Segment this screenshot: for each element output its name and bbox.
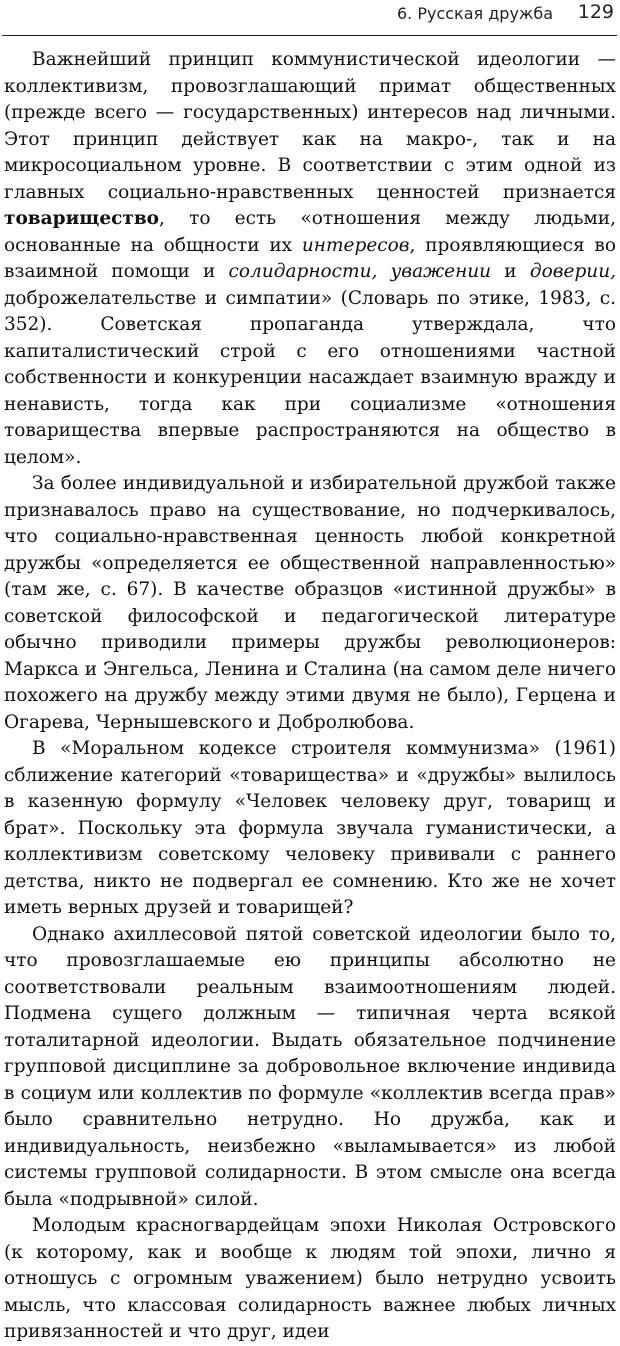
term-interests: интересов: [301, 234, 410, 256]
paragraph-1-text: Важнейший принцип коммунистической идеологии — коллективизм, провозглашающий примат общественных (прежде всего — государственных) интересов над личными. Этот принцип действует как на макро-, так и на микросоциальном уровне. В соответствии с этим одной из главных социально-нравственных ценностей признается: [4, 49, 616, 203]
body-text: [4, 47, 616, 1346]
paragraph-1-text: , проявляющиеся во взаимной помощи и: [4, 234, 616, 282]
page-header: [0, 0, 620, 38]
paragraph-3: В «Моральном кодексе строителя коммунизма» (1961) сближение категорий «товарищества» и «дружбы» вылилось в казенную формулу «Человек человеку друг, товарищ и брат». Поскольку эта формула звучала гуманистически, а коллективизм советскому человеку прививали с раннего детства, никто не подвергал ее сомнению. Кто же не хочет иметь верных друзей и товарищей?: [4, 738, 616, 918]
header-rule: [2, 35, 617, 36]
term-trust: доверии,: [529, 261, 616, 282]
page-number: 129: [577, 1, 614, 23]
paragraph-1-text: и: [491, 261, 530, 282]
paragraph-1: [4, 47, 616, 471]
running-title: 6. Русская дружба: [396, 4, 553, 23]
paragraph-2: За более индивидуальной и избирательной дружбой также признавалось право на существование, но подчеркивалось, что социально-нравственная ценность любой конкретной дружбы «определяется ее общественной направленностью» (там же, с. 67). В качестве образцов «истинной дружбы» в советской философской и педагогической литературе обычно приводили примеры дружбы революционеров: Маркса и Энгельса, Ленина и Сталина (на самом деле ничего похожего на дружбу между этими двумя не было), Герцена и Огарева, Чернышевского и Добролюбова.: [4, 473, 616, 733]
term-solidarity-respect: солидарности, уважении: [228, 261, 492, 282]
paragraph-4: Однако ахиллесовой пятой советской идеологии было то, что провозглашаемые ею принципы абсолютно не соответствовали реальным взаимоотношениям людей. Подмена сущего должным — типичная черта всякой тоталитарной идеологии. Выдать обязательное подчинение групповой дисциплине за добровольное включение индивида в социум или коллектив по формуле «коллектив всегда прав» было сравнительно нетрудно. Но дружба, как и индивидуальность, неизбежно «выламывается» из любой системы групповой солидарности. В этом смысле она всегда была «подрывной» силой.: [4, 923, 616, 1210]
paragraph-1-text: , то есть «отношения между людьми, основанные на общности их: [4, 208, 616, 256]
paragraph-5: Молодым красногвардейцам эпохи Николая Островского (к которому, как и вообще к людям той эпохи, лично я отношусь с огромным уважением) было нетрудно усвоить мысль, что классовая солидарность важнее любых личных привязанностей и что друг, идеи: [4, 1215, 616, 1342]
term-tovarishchestvo: товарищество: [4, 208, 160, 229]
paragraph-1-text: доброжелательстве и симпатии» (Словарь по этике, 1983, с. 352). Советская пропаганда утверждала, что капиталистический строй с его отношениями частной собственности и конкуренции насаждает взаимную вражду и ненависть, тогда как при социализме «отношения товарищества впервые распространяются на общество в целом».: [4, 287, 616, 468]
